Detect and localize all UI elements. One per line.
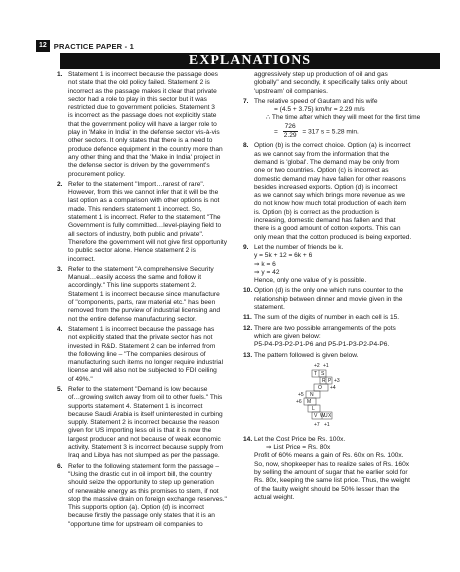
text-line: given for US importing less oil is that it is now the	[68, 427, 212, 435]
text-line: domestic demand may have fallen for other reasons	[254, 175, 406, 183]
text-line: Refer to the statement "Demand is low because	[68, 385, 208, 393]
text-line: However, from this we cannot infer that it will be the	[68, 189, 219, 197]
text-line: Therefore the government will not give first opportunity	[68, 238, 228, 246]
text-line: accordingly." This line supports statement 2.	[68, 282, 197, 290]
text-line: as we cannot say which brings more revenue as we	[254, 192, 405, 200]
text-line: is. Option (b) is correct as the production is	[254, 208, 380, 216]
text-line: the defense sector is driven by the government's	[68, 162, 210, 170]
text-line: stop the massive drain on foreign exchange reserves."	[68, 495, 227, 503]
text-line: because firstly the passage only states that it is an	[68, 512, 215, 520]
text-line: all sectors of industry, both public and private".	[68, 230, 204, 238]
text-line: not the entire defense manufacturing sector.	[68, 315, 197, 323]
text-line: besides increased exports. Option (d) is incorrect	[254, 183, 398, 191]
text-line: of renewable energy as this promises to stem, if not	[68, 487, 219, 495]
text-line: made. This renders statement 1 incorrect. So,	[68, 205, 202, 213]
left-column	[57, 71, 237, 531]
text-line: relationship between dinner and movie given in the	[254, 295, 403, 303]
text-line: only mean that the cotton produced is being exported.	[254, 233, 412, 241]
text-line: "opportune time for upstream oil companies to	[68, 520, 203, 528]
text-line: increasing, domestic demand has fallen and that	[254, 217, 396, 225]
text-line: do not know how much total production of each item	[254, 200, 407, 208]
text-line: This supports option (a). Option (d) is incorrect	[68, 504, 204, 512]
text-line: Government is fully committed…level-playing field to	[68, 222, 222, 230]
text-line: sector had a role to play in this sector but it was	[68, 95, 207, 103]
text-line: Refer to the statement "A comprehensive Security	[68, 265, 214, 273]
text-line: actual weight.	[254, 493, 295, 501]
text-line: Refer to the following statement form the passage –	[68, 462, 220, 470]
text-line: statement.	[254, 304, 285, 312]
explanation-6-continued	[243, 71, 429, 96]
explanation-10: 10. Option (d) is the only one which runs counter to the relationship between dinner and movie given in the statement.	[243, 287, 429, 312]
explanation-14: 14. Let the Cost Price be Rs. 100x. ⇒ List Price = Rs. 80x Profit of 60% means a gain of Rs. 60x on Rs. 100x. So, now, shopkeeper has to realize sales of Rs. 160x by selling the amount of sugar that he earlier sold for Rs. 80x, keeping the same list price. Thus, the weight of the faulty weight should be 50% lesser than the actual weight.	[243, 436, 429, 502]
text-line: activity. Statement 3 is incorrect because supply from	[68, 444, 224, 452]
text-line: to public sector alone. Hence statement 2 is	[68, 247, 196, 255]
explanation-8: 8. Option (b) is the correct choice. Option (a) is incorrect as we cannot say from the information that the demand is 'global'. The demand may be only from one or two countries. Option (c) is incorrect as domestic demand may have fallen for other reasons besides increased exports. Option (d) is incorrect as we cannot say which brings more revenue as we do not know how much total production of each item is. Option (b) is correct as the production is increasing, domestic demand has fallen and that there is a good amount of cotton exports. This can only mean that the cotton produced is being exported.	[243, 142, 429, 242]
text-line: removed from the purview of industrial licensing and	[68, 307, 221, 315]
text-line: not state that the old policy failed. Statement 2 is	[68, 79, 210, 87]
explanation-13: 13. The pattern followed is given below. +2 +1 T S R P +3 O +4 N +5 M +6 L V W U X +7 +1	[243, 352, 429, 434]
explanation-6: 6. Refer to the following statement form the passage – "Using the drastic cut in oil import bill, the country should seize the opportunity to step up generation of renewable energy as this promises to stem, if not stop the massive drain on foreign exchange reserves." This supports option (a). Option (d) is incorrect because firstly the passage only states that it is an "opportune time for upstream oil companies to	[57, 463, 237, 529]
text-line: play in 'Make in India' in the defense sector vis-à-vis	[68, 129, 220, 137]
section-banner: EXPLANATIONS	[60, 53, 440, 69]
text-line: license and will also not be subjected to FDI ceiling	[68, 367, 217, 375]
text-line: is incorrect as the passage does not explicitly state	[68, 112, 217, 120]
text-line: of 49%."	[68, 375, 93, 383]
text-line: because Saudi Arabia is itself uninterested in curbing	[68, 410, 223, 418]
fraction: $\frac{726}{2.29}$	[283, 122, 297, 140]
text-line: Statement 1 is incorrect because the passage has	[68, 325, 215, 333]
paper-title: PRACTICE PAPER - 1	[53, 41, 134, 51]
text-line: supports statement 4. Statement 1 is incorrect	[68, 402, 203, 410]
right-column	[243, 71, 429, 504]
explanation-5: 5. Refer to the statement "Demand is low because of…growing switch away from oil to other fuels." This supports statement 4. Statement 1 is incorrect because Saudi Arabia is itself uninterested in curbing supply. Statement 2 is incorrect because the reason given for US importing less oil is that it is now the largest producer and not because of weak economic activity. Statement 3 is incorrect because supply from Iraq and Libya has not slumped as per the passage.	[57, 386, 237, 461]
text-line: that the government policy will have a larger role to	[68, 120, 217, 128]
text-line: supply. Statement 2 is incorrect because the reason	[68, 419, 220, 427]
text-line: Statement 1 is incorrect because the passage does	[68, 71, 218, 78]
text-line: Rs. 80x, keeping the same list price. Thus, the weight	[254, 477, 411, 485]
page-number: 12	[36, 40, 50, 52]
text-line: The sum of the digits of number in each cell is 15.	[254, 314, 400, 322]
explanation-12: 12. There are two possible arrangements of the pots which are given below: P5-P4-P3-P2-P1-P6 and P5-P1-P3-P2-P4-P6.	[243, 324, 396, 349]
text-line: the following line – "The companies desirous of	[68, 350, 206, 358]
text-line: Refer to the statement "Import…rarest of rare".	[68, 180, 205, 188]
text-line: Option (d) is the only one which runs counter to the	[254, 287, 404, 295]
text-line: as we cannot say from the information that the	[254, 150, 390, 158]
text-line: Option (b) is the correct choice. Option (a) is incorrect	[254, 142, 411, 150]
explanation-3: 3. Refer to the statement "A comprehensive Security Manual…easily access the same and follow it accordingly." This line supports statement 2. Statement 1 is incorrect because since manufacture of "components, parts, raw material etc." has been removed from the purview of industrial licensing and not the entire defense manufacturing sector.	[57, 266, 237, 324]
text-line: Manual…easily access the same and follow it	[68, 274, 202, 282]
text-line: of…growing switch away from oil to other fuels." This	[68, 394, 223, 402]
text-line: one or two countries. Option (c) is incorrect as	[254, 167, 389, 175]
explanation-4: 4. Statement 1 is incorrect because the passage has not explicitly stated that the private sector has not invested in R&D. Statement 2 can be inferred from the following line – "The companies desirous of manufacturing such items no longer require industrial license and will also not be subjected to FDI ceiling of 49%."	[57, 326, 237, 384]
text-line: globally" and secondly, it specifically talks only about	[254, 79, 408, 87]
text-line: of "components, parts, raw material etc." has been	[68, 299, 216, 307]
text-line: any other thing and that the 'Make in India' project in	[68, 153, 221, 161]
text-line: incorrect.	[68, 255, 96, 263]
text-line: Iraq and Libya has not slumped as per the passage.	[68, 452, 220, 460]
text-line: largest producer and not because of weak economic	[68, 435, 221, 443]
text-line: 'upstream' oil companies.	[254, 87, 328, 95]
text-line: of the faulty weight should be 50% lesser than the	[254, 485, 400, 493]
page-header	[36, 40, 134, 52]
explanation-11: 11. The sum of the digits of number in each cell is 15.	[243, 314, 429, 322]
text-line: demand is 'global'. The demand may be only from	[254, 158, 400, 166]
text-line: invested in R&D. Statement 2 can be inferred from	[68, 342, 216, 350]
text-line: manufacturing such items no longer require industrial	[68, 359, 224, 367]
text-line: produce defence equipment in the country more than	[68, 145, 223, 153]
letter-pattern-figure: +2 +1 T S R P +3 O +4 N +5 M +6 L V W U X +7 +1	[290, 362, 350, 432]
text-line: by selling the amount of sugar that he earlier sold for	[254, 468, 408, 476]
explanation-2: 2. Refer to the statement "Import…rarest of rare". However, from this we cannot infer that it will be the last option as a comparison with other options is not made. This renders statement 1 incorrect. So, statement 1 is incorrect. Refer to the statement "The Government is fully committed…level-playing field to all sectors of industry, both public and private". Therefore the government will not give first opportunity to public sector alone. Hence statement 2 is incorrect.	[57, 181, 237, 264]
text-line: Statement 1 is incorrect because since manufacture	[68, 290, 220, 298]
text-line: incorrect as the passage makes it clear that private	[68, 87, 217, 95]
explanation-7: 7. The relative speed of Gautam and his wife = (4.5 + 3.75) km/hr = 2.29 m/s ∴ The time after which they will meet for the first time = $\frac{726}{2.29}$ = 317 s = 5.28 min.	[243, 97, 421, 140]
text-line: last option as a comparison with other options is not	[68, 197, 220, 205]
text-line: should seize the opportunity to step up generation	[68, 479, 214, 487]
text-line: procurement policy.	[68, 170, 126, 178]
explanation-1: 1. Statement 1 is incorrect because the passage does not state that the old policy failed. Statement 2 is incorrect as the passage makes it clear that private sector had a role to play in this sector but it was restricted due to government policies. Statement 3 is incorrect as the passage does not explicitly state that the government policy will have a larger role to play in 'Make in India' in the defense sector vis-à-vis other sectors. It only states that there is a need to produce defence equipment in the country more than any other thing and that the 'Make in India' project in the defense sector is driven by the government's procurement policy.	[57, 71, 237, 179]
text-line: aggressively step up production of oil and gas	[254, 71, 388, 78]
text-line: statement 1 is incorrect. Refer to the statement "The	[68, 214, 221, 222]
text-line: there is a good amount of cotton exports. This can	[254, 225, 401, 233]
text-line: other sectors. It only states that there is a need to	[68, 137, 213, 145]
text-line: So, now, shopkeeper has to realize sales of Rs. 160x	[254, 460, 410, 468]
text-line: not explicitly stated that the private sector has not	[68, 334, 213, 342]
text-line: restricted due to government policies. Statement 3	[68, 104, 215, 112]
text-line: Profit of 60% means a gain of Rs. 60x on Rs. 100x.	[254, 452, 404, 460]
explanation-9: 9. Let the number of friends be k. y = 5k + 12 = 6k + 6 ⇒ k = 6 ⇒ y = 42 Hence, only one value of y is possible.	[243, 243, 367, 285]
text-line: "Using the drastic cut in oil import bill, the country	[68, 470, 212, 478]
